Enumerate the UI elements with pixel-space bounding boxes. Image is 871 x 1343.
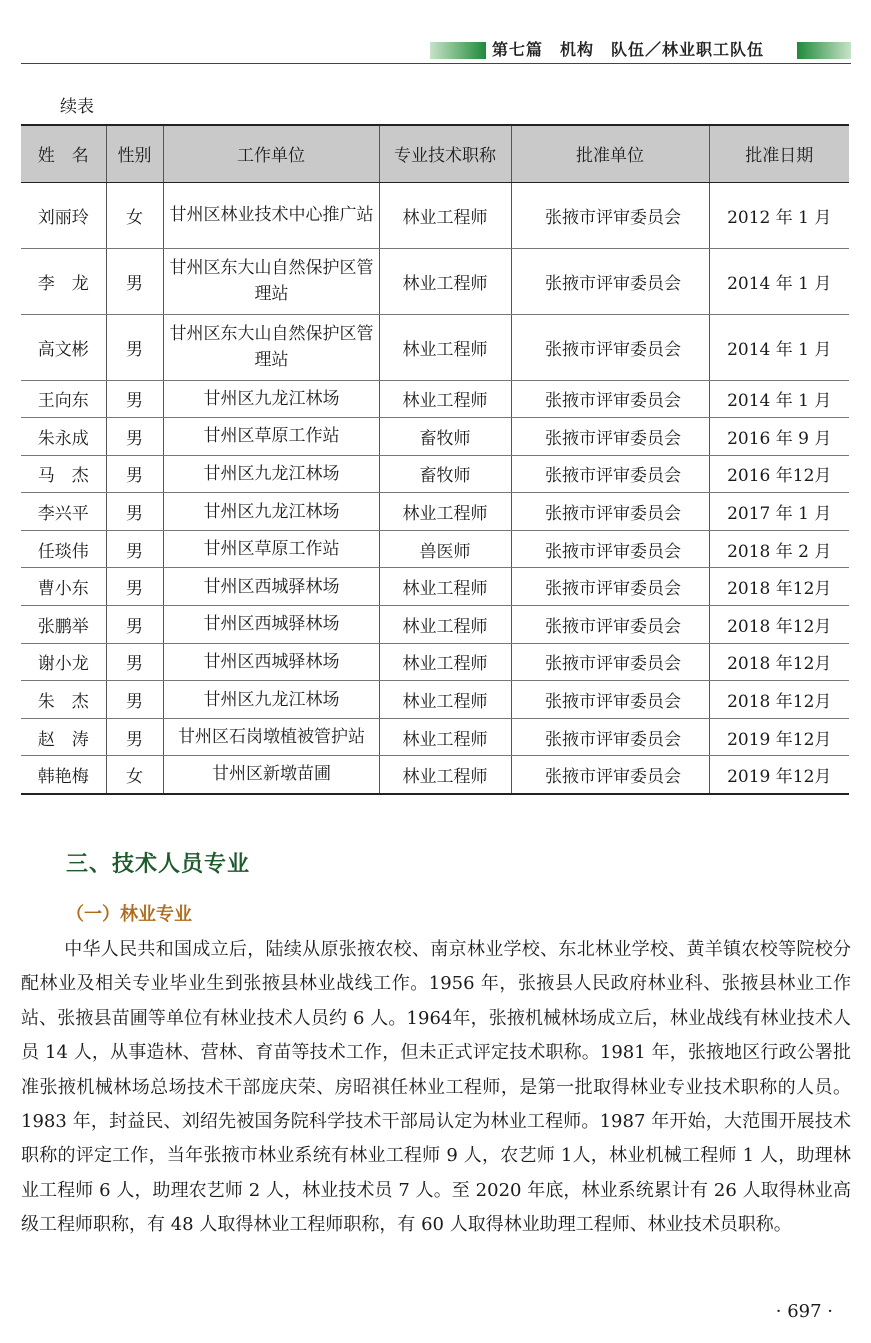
cell-unit: 甘州区石岗墩植被管护站 [163,718,379,756]
cell-unit: 甘州区西城驿林场 [163,606,379,644]
cell-approver: 张掖市评审委员会 [511,756,709,794]
cell-title: 兽医师 [379,530,511,568]
cell-unit: 甘州区东大山自然保护区管理站 [163,314,379,380]
cell-title: 林业工程师 [379,380,511,418]
cell-name: 赵 涛 [21,718,106,756]
header-decor-bar-right [797,42,851,59]
page-header [0,0,871,64]
cell-sex: 男 [106,606,163,644]
cell-sex: 女 [106,182,163,248]
cell-date: 2019 年12月 [709,718,849,756]
header-rule [21,63,851,64]
body-paragraph: 中华人民共和国成立后，陆续从原张掖农校、南京林业学校、东北林业学校、黄羊镇农校等院校分配林业及相关专业毕业生到张掖县林业战线工作。1956 年，张掖县人民政府林业科、张掖县林业工作站、张掖县苗圃等单位有林业技术人员约 6 人。1964年，张掖机械林场成立后，林业战线有林业技术人员 14 人，从事造林、营林、育苗等技术工作，但未正式评定技术职称。1981 年，张掖地区行政公署批准张掖机械林场总场技术干部庞庆荣、房昭祺任林业工程师，是第一批取得林业专业技术职称的人员。1983 年，封益民、刘绍先被国务院科学技术干部局认定为林业工程师。1987 年开始，大范围开展技术职称的评定工作，当年张掖市林业系统有林业工程师 9 人，农艺师 1人，林业机械工程师 1 人，助理林业工程师 6 人，助理农艺师 2 人，林业技术员 7 人。至 2020 年底，林业系统累计有 26 人取得林业高级工程师职称，有 48 人取得林业工程师职称，有 60 人取得林业助理工程师、林业技术员职称。 [21,939,851,1236]
cell-title: 林业工程师 [379,182,511,248]
column-header: 批准日期 [709,125,849,182]
table-continued-label: 续表 [60,97,94,117]
cell-sex: 男 [106,380,163,418]
cell-unit: 甘州区新墩苗圃 [163,756,379,794]
cell-sex: 男 [106,718,163,756]
cell-approver: 张掖市评审委员会 [511,182,709,248]
cell-sex: 男 [106,493,163,531]
cell-title: 林业工程师 [379,681,511,719]
cell-unit: 甘州区草原工作站 [163,418,379,456]
table-row [21,606,849,644]
cell-sex: 男 [106,418,163,456]
table-row [21,681,849,719]
cell-approver: 张掖市评审委员会 [511,493,709,531]
cell-title: 林业工程师 [379,718,511,756]
cell-sex: 男 [106,643,163,681]
cell-unit: 甘州区西城驿林场 [163,568,379,606]
cell-unit: 甘州区西城驿林场 [163,643,379,681]
cell-date: 2014 年 1 月 [709,380,849,418]
cell-name: 高文彬 [21,314,106,380]
cell-title: 林业工程师 [379,493,511,531]
cell-unit: 甘州区草原工作站 [163,530,379,568]
cell-title: 林业工程师 [379,568,511,606]
cell-date: 2017 年 1 月 [709,493,849,531]
cell-name: 任琰伟 [21,530,106,568]
cell-date: 2012 年 1 月 [709,182,849,248]
cell-unit: 甘州区林业技术中心推广站 [163,182,379,248]
cell-date: 2014 年 1 月 [709,248,849,314]
cell-sex: 女 [106,756,163,794]
cell-name: 刘丽玲 [21,182,106,248]
cell-name: 谢小龙 [21,643,106,681]
cell-name: 李 龙 [21,248,106,314]
header-decor-bar-left [430,42,486,59]
cell-name: 张鹏举 [21,606,106,644]
cell-unit: 甘州区九龙江林场 [163,455,379,493]
table-body [21,182,849,794]
cell-date: 2018 年12月 [709,568,849,606]
cell-name: 朱 杰 [21,681,106,719]
cell-sex: 男 [106,248,163,314]
table-row [21,418,849,456]
cell-title: 林业工程师 [379,643,511,681]
table-row [21,248,849,314]
cell-date: 2018 年12月 [709,606,849,644]
column-header: 工作单位 [163,125,379,182]
cell-date: 2018 年12月 [709,681,849,719]
column-header: 姓 名 [21,125,106,182]
cell-sex: 男 [106,455,163,493]
cell-name: 韩艳梅 [21,756,106,794]
table-row [21,455,849,493]
cell-approver: 张掖市评审委员会 [511,681,709,719]
column-header: 专业技术职称 [379,125,511,182]
section-heading: 三、技术人员专业 [66,852,251,877]
cell-name: 王向东 [21,380,106,418]
cell-approver: 张掖市评审委员会 [511,418,709,456]
cell-approver: 张掖市评审委员会 [511,718,709,756]
table-row [21,493,849,531]
cell-sex: 男 [106,530,163,568]
cell-title: 畜牧师 [379,418,511,456]
cell-date: 2016 年 9 月 [709,418,849,456]
cell-approver: 张掖市评审委员会 [511,606,709,644]
cell-sex: 男 [106,314,163,380]
cell-title: 畜牧师 [379,455,511,493]
column-header: 性别 [106,125,163,182]
cell-unit: 甘州区九龙江林场 [163,681,379,719]
header-title: 第七篇 机构 队伍／林业职工队伍 [492,40,765,59]
cell-name: 马 杰 [21,455,106,493]
cell-unit: 甘州区九龙江林场 [163,380,379,418]
staff-table [21,124,849,795]
table-row [21,182,849,248]
cell-approver: 张掖市评审委员会 [511,530,709,568]
cell-approver: 张掖市评审委员会 [511,568,709,606]
cell-approver: 张掖市评审委员会 [511,455,709,493]
cell-name: 李兴平 [21,493,106,531]
cell-date: 2019 年12月 [709,756,849,794]
cell-unit: 甘州区东大山自然保护区管理站 [163,248,379,314]
table-row [21,530,849,568]
cell-date: 2018 年12月 [709,643,849,681]
cell-title: 林业工程师 [379,756,511,794]
table-header-row [21,125,849,182]
table-row [21,756,849,794]
cell-sex: 男 [106,681,163,719]
column-header: 批准单位 [511,125,709,182]
cell-approver: 张掖市评审委员会 [511,248,709,314]
cell-title: 林业工程师 [379,314,511,380]
cell-date: 2018 年 2 月 [709,530,849,568]
cell-approver: 张掖市评审委员会 [511,314,709,380]
table-row [21,314,849,380]
table-row [21,380,849,418]
cell-title: 林业工程师 [379,606,511,644]
table-row [21,718,849,756]
cell-date: 2016 年12月 [709,455,849,493]
cell-title: 林业工程师 [379,248,511,314]
table-row [21,568,849,606]
table-row [21,643,849,681]
cell-unit: 甘州区九龙江林场 [163,493,379,531]
cell-approver: 张掖市评审委员会 [511,643,709,681]
cell-name: 朱永成 [21,418,106,456]
cell-approver: 张掖市评审委员会 [511,380,709,418]
cell-sex: 男 [106,568,163,606]
cell-date: 2014 年 1 月 [709,314,849,380]
page-number: · 697 · [775,1301,833,1322]
cell-name: 曹小东 [21,568,106,606]
subsection-heading: （一）林业专业 [66,904,192,925]
